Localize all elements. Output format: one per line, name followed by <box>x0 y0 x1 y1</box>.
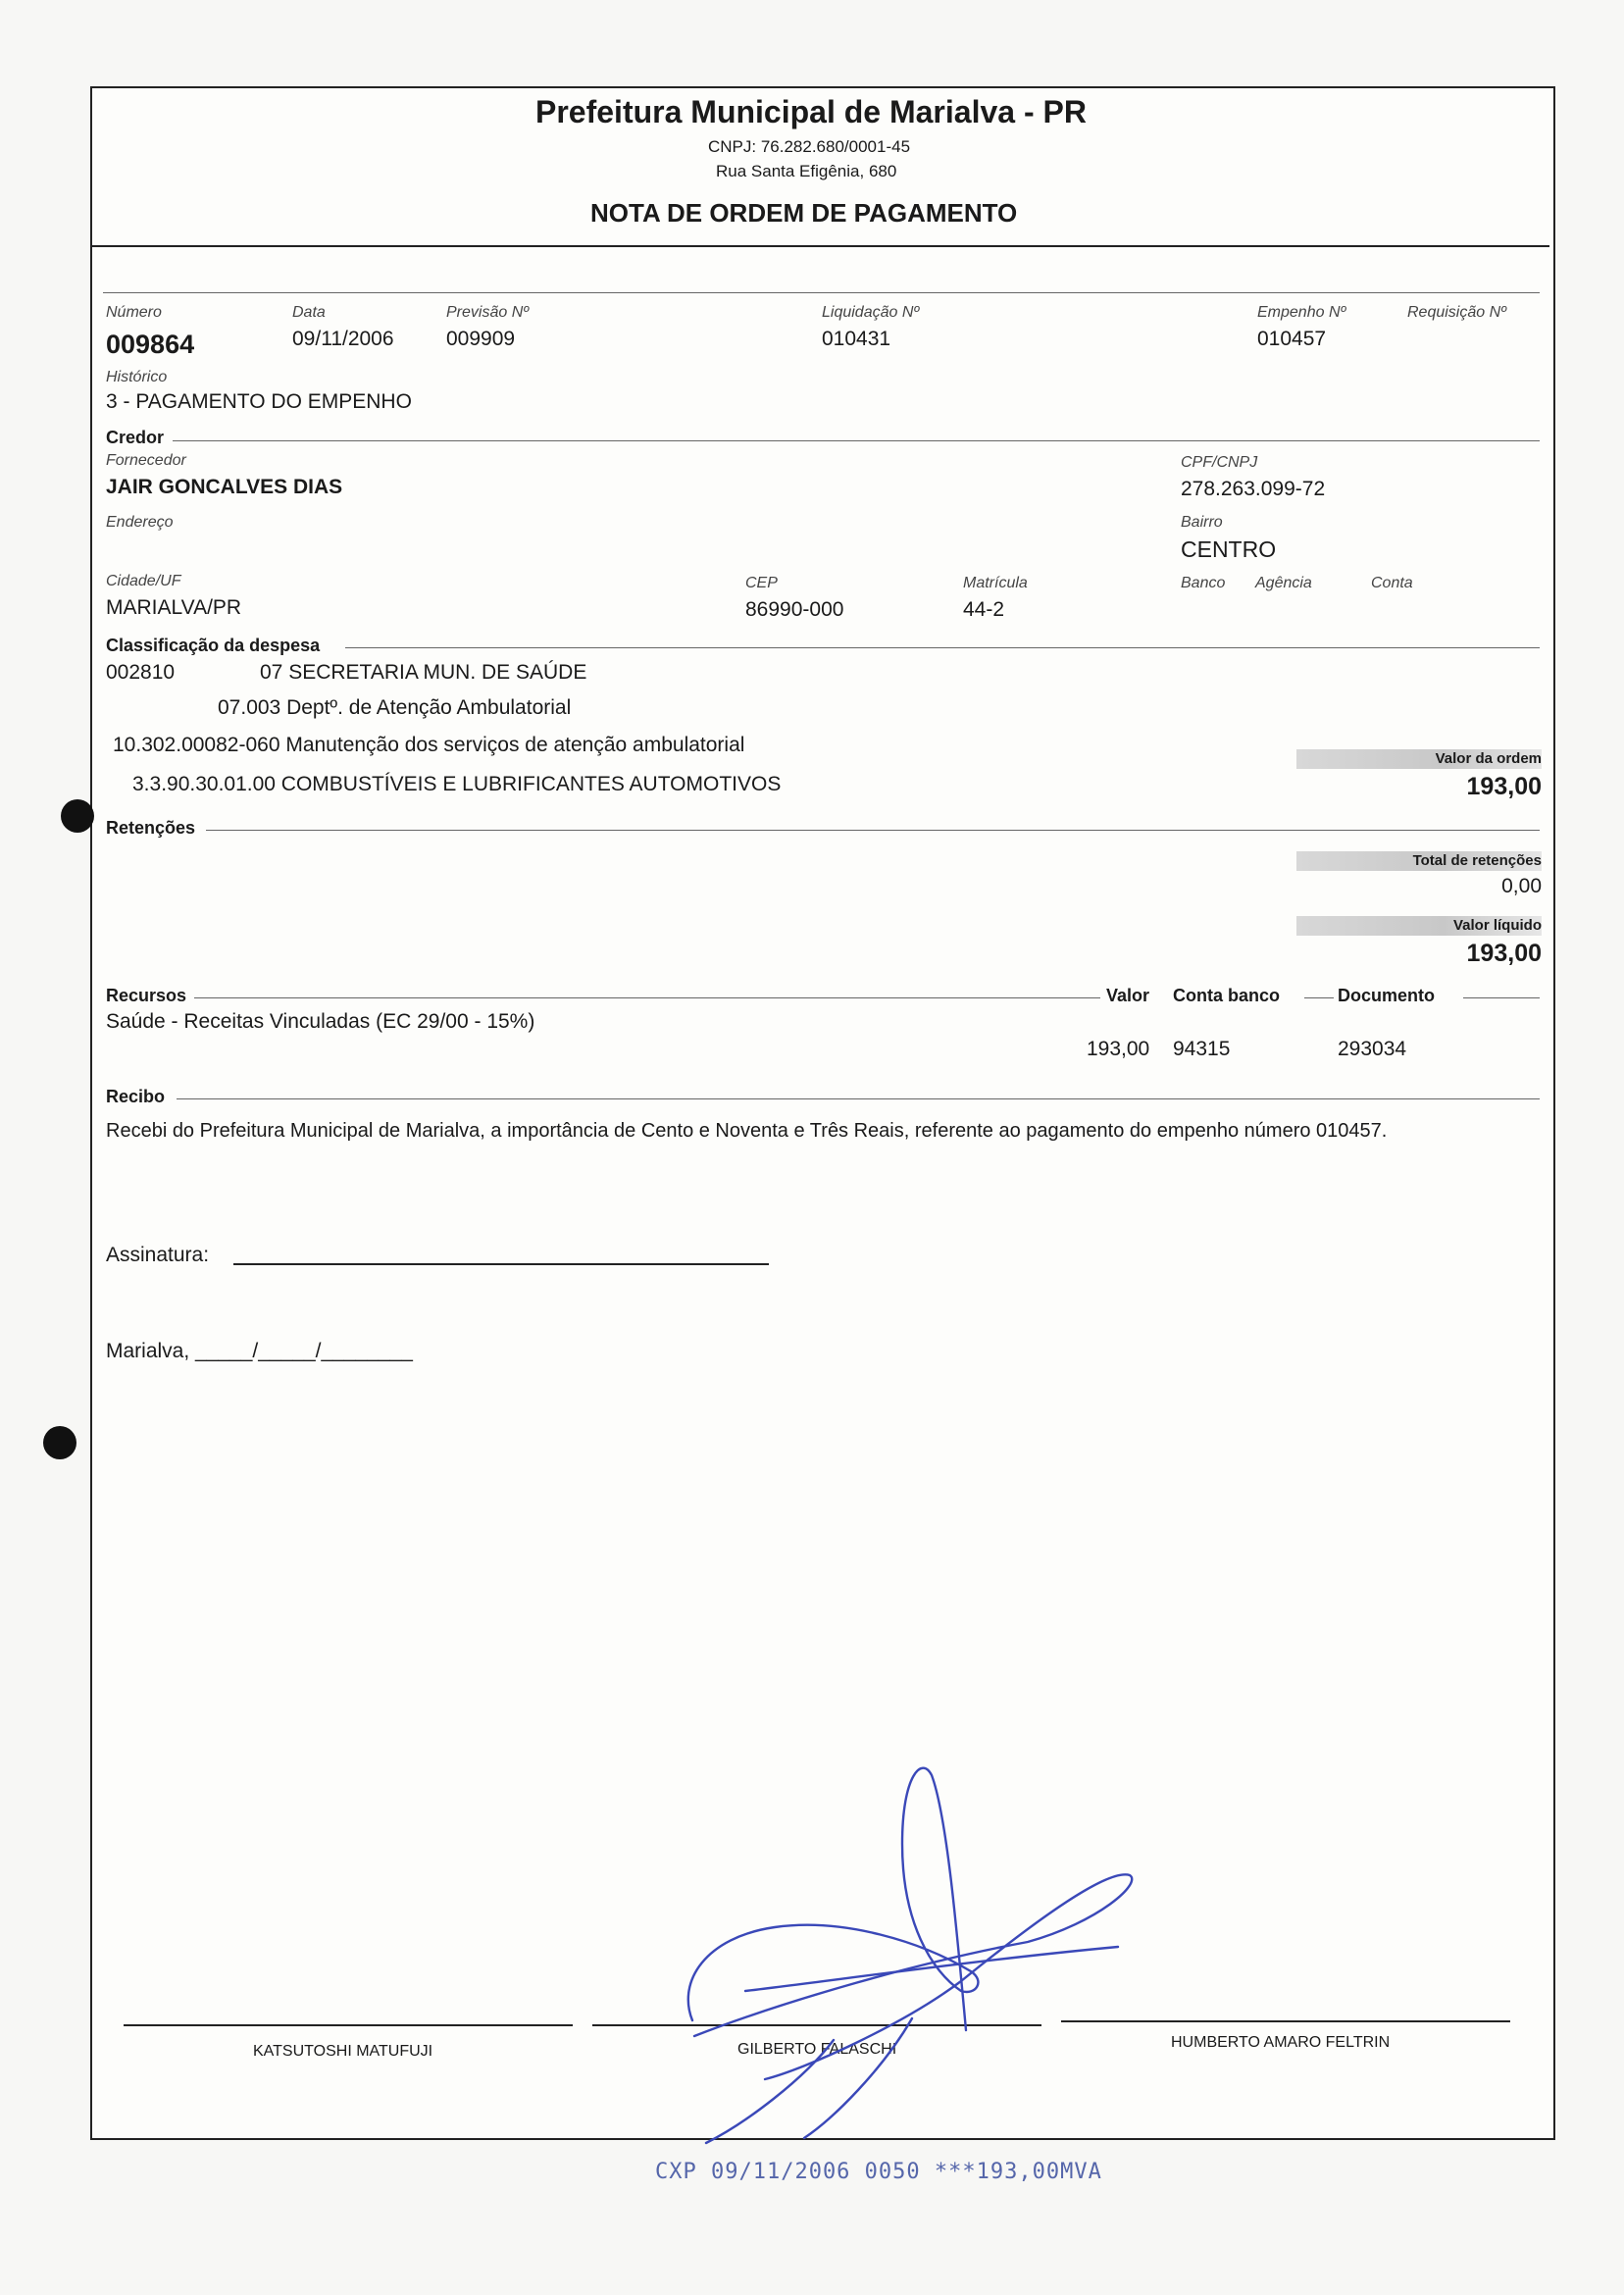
valor-liquido-label: Valor líquido <box>1452 917 1542 934</box>
empenho-value: 010457 <box>1257 328 1327 350</box>
valor-ordem-value: 193,00 <box>1466 773 1542 800</box>
cpf-value: 278.263.099-72 <box>1181 478 1326 500</box>
data-value: 09/11/2006 <box>292 328 394 350</box>
classificacao-section: Classificação da despesa <box>106 636 321 655</box>
cep-label: CEP <box>745 575 778 591</box>
page-title: Prefeitura Municipal de Marialva - PR <box>535 94 1087 129</box>
signatory-2: GILBERTO FALASCHI <box>737 2041 897 2058</box>
recursos-documento: 293034 <box>1338 1038 1407 1060</box>
endereco-label: Endereço <box>106 514 174 531</box>
conta-label: Conta <box>1371 575 1413 591</box>
recursos-conta-label: Conta banco <box>1173 986 1281 1005</box>
recursos-conta: 94315 <box>1173 1038 1231 1060</box>
departamento: 07.003 Deptº. de Atenção Ambulatorial <box>218 696 572 719</box>
requisicao-label: Requisição Nº <box>1407 304 1506 321</box>
valor-ordem-label: Valor da ordem <box>1435 750 1542 767</box>
elemento-despesa: 3.3.90.30.01.00 COMBUSTÍVEIS E LUBRIFICANTES AUTOMOTIVOS <box>132 773 782 795</box>
numero-label: Número <box>106 304 162 321</box>
address: Rua Santa Efigênia, 680 <box>716 162 897 180</box>
recursos-valor-label: Valor <box>1106 986 1150 1005</box>
document-title: NOTA DE ORDEM DE PAGAMENTO <box>590 198 1018 228</box>
recibo-texto: Recebi do Prefeitura Municipal de Marialva, a importância de Cento e Noventa e Três Reais, referente ao pagamento do empenho número 010457. <box>106 1120 1388 1142</box>
retencoes-section: Retenções <box>106 818 196 838</box>
local-data: Marialva, _____/_____/________ <box>106 1340 413 1362</box>
cep-value: 86990-000 <box>745 598 844 621</box>
bank-stamp: CXP 09/11/2006 0050 ***193,00MVA <box>655 2160 1102 2184</box>
bairro-label: Bairro <box>1181 514 1223 531</box>
bairro-value: CENTRO <box>1181 536 1277 562</box>
matricula-label: Matrícula <box>963 575 1028 591</box>
previsao-label: Previsão Nº <box>446 304 530 321</box>
recursos-valor: 193,00 <box>1087 1038 1150 1060</box>
numero-value: 009864 <box>106 330 195 359</box>
historico-value: 3 - PAGAMENTO DO EMPENHO <box>106 390 412 413</box>
credor-section: Credor <box>106 428 165 447</box>
total-retencoes-value: 0,00 <box>1501 875 1542 897</box>
recursos-descricao: Saúde - Receitas Vinculadas (EC 29/00 - 15%) <box>106 1010 535 1033</box>
classificacao-codigo: 002810 <box>106 661 176 684</box>
empenho-label: Empenho Nº <box>1257 304 1346 321</box>
signatory-3: HUMBERTO AMARO FELTRIN <box>1171 2034 1391 2051</box>
signatory-1: KATSUTOSHI MATUFUJI <box>253 2043 433 2060</box>
fornecedor-value: JAIR GONCALVES DIAS <box>106 476 343 498</box>
secretaria: 07 SECRETARIA MUN. DE SAÚDE <box>260 661 587 684</box>
banco-label: Banco <box>1181 575 1226 591</box>
cidade-label: Cidade/UF <box>106 573 181 589</box>
liquidacao-value: 010431 <box>822 328 891 350</box>
matricula-value: 44-2 <box>963 598 1005 621</box>
assinatura-label: Assinatura: <box>106 1244 210 1266</box>
previsao-value: 009909 <box>446 328 516 350</box>
historico-label: Histórico <box>106 369 168 385</box>
programa: 10.302.00082-060 Manutenção dos serviços de atenção ambulatorial <box>113 734 745 756</box>
data-label: Data <box>292 304 326 321</box>
recursos-documento-label: Documento <box>1338 986 1435 1005</box>
liquidacao-label: Liquidação Nº <box>822 304 920 321</box>
total-retencoes-label: Total de retenções <box>1412 852 1542 869</box>
cpf-label: CPF/CNPJ <box>1181 454 1258 471</box>
recibo-section: Recibo <box>106 1087 166 1106</box>
agencia-label: Agência <box>1255 575 1312 591</box>
recursos-section: Recursos <box>106 986 187 1005</box>
cnpj: CNPJ: 76.282.680/0001-45 <box>708 137 911 156</box>
cidade-value: MARIALVA/PR <box>106 596 242 619</box>
valor-liquido-value: 193,00 <box>1466 940 1542 967</box>
fornecedor-label: Fornecedor <box>106 452 186 469</box>
